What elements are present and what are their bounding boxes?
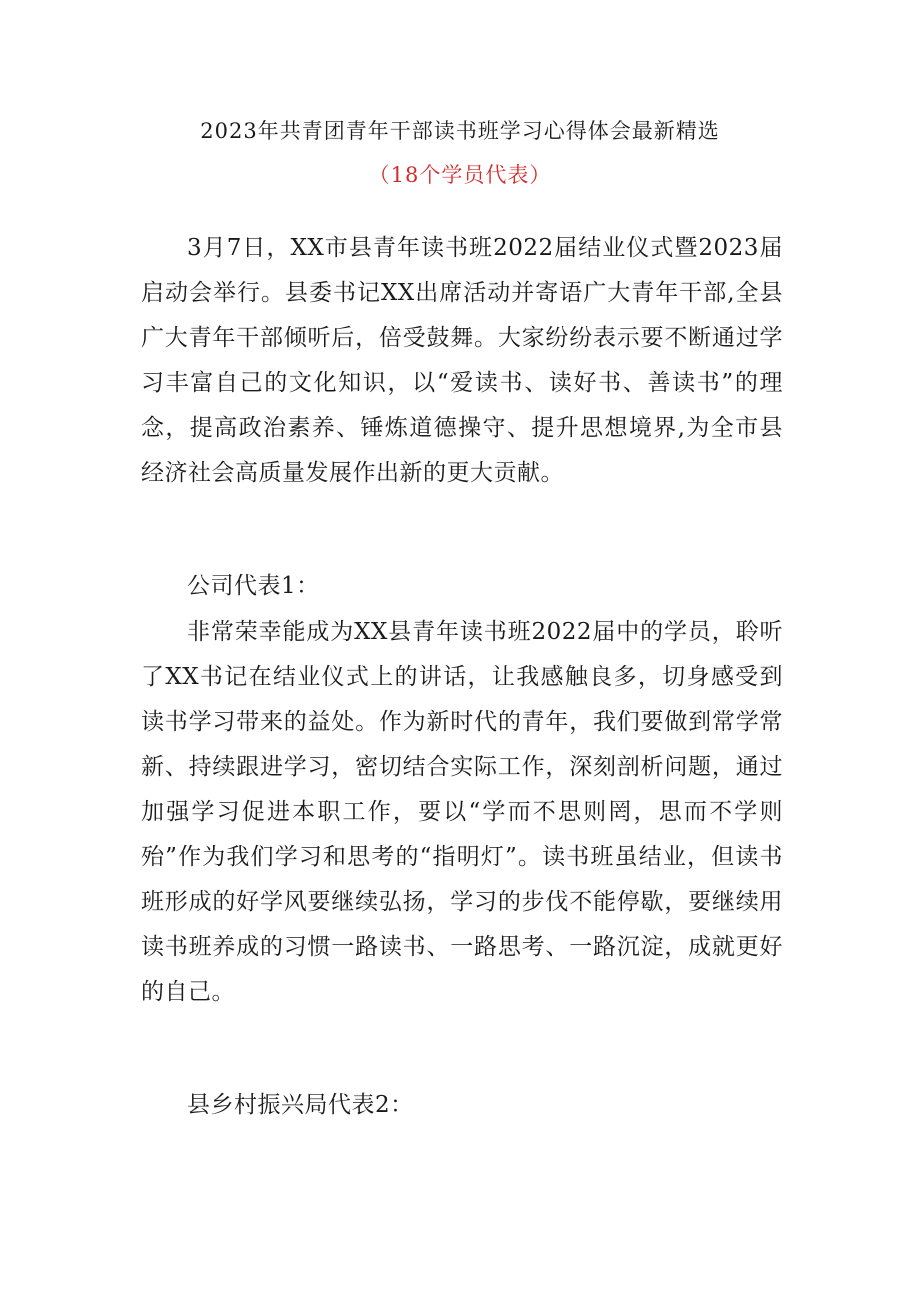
intro-paragraph: 3月7日，XX市县青年读书班2022届结业仪式暨2023届启动会举行。县委书记XX出席活动并寄语广大青年干部,全县广大青年干部倾听后，倍受鼓舞。大家纷纷表示要不断通过学习丰富自己的文化知识，以“爱读书、读好书、善读书”的理念，提高政治素养、锤炼道德操守、提升思想境界,为全市县经济社会高质量发展作出新的更大贡献。 xyxy=(141,235,783,486)
document-title: 2023年共青团青年干部读书班学习心得体会最新精选 xyxy=(200,119,720,143)
section-heading-1: 公司代表1： xyxy=(187,573,320,599)
section-heading-2: 县乡村振兴局代表2： xyxy=(187,1092,414,1118)
document-subtitle: （18个学员代表） xyxy=(368,163,552,187)
section-body-1: 非常荣幸能成为XX县青年读书班2022届中的学员，聆听了XX书记在结业仪式上的讲话，让我感触良多，切身感受到读书学习带来的益处。作为新时代的青年，我们要做到常学常新、持续跟进学习，密切结合实际工作，深刻剖析问题，通过加强学习促进本职工作，要以“学而不思则罔，思而不学则殆”作为我们学习和思考的“指明灯”。读书班虽结业，但读书班形成的好学风要继续弘扬，学习的步伐不能停歇，要继续用读书班养成的习惯一路读书、一路思考、一路沉淀，成就更好的自己。 xyxy=(141,619,783,1005)
